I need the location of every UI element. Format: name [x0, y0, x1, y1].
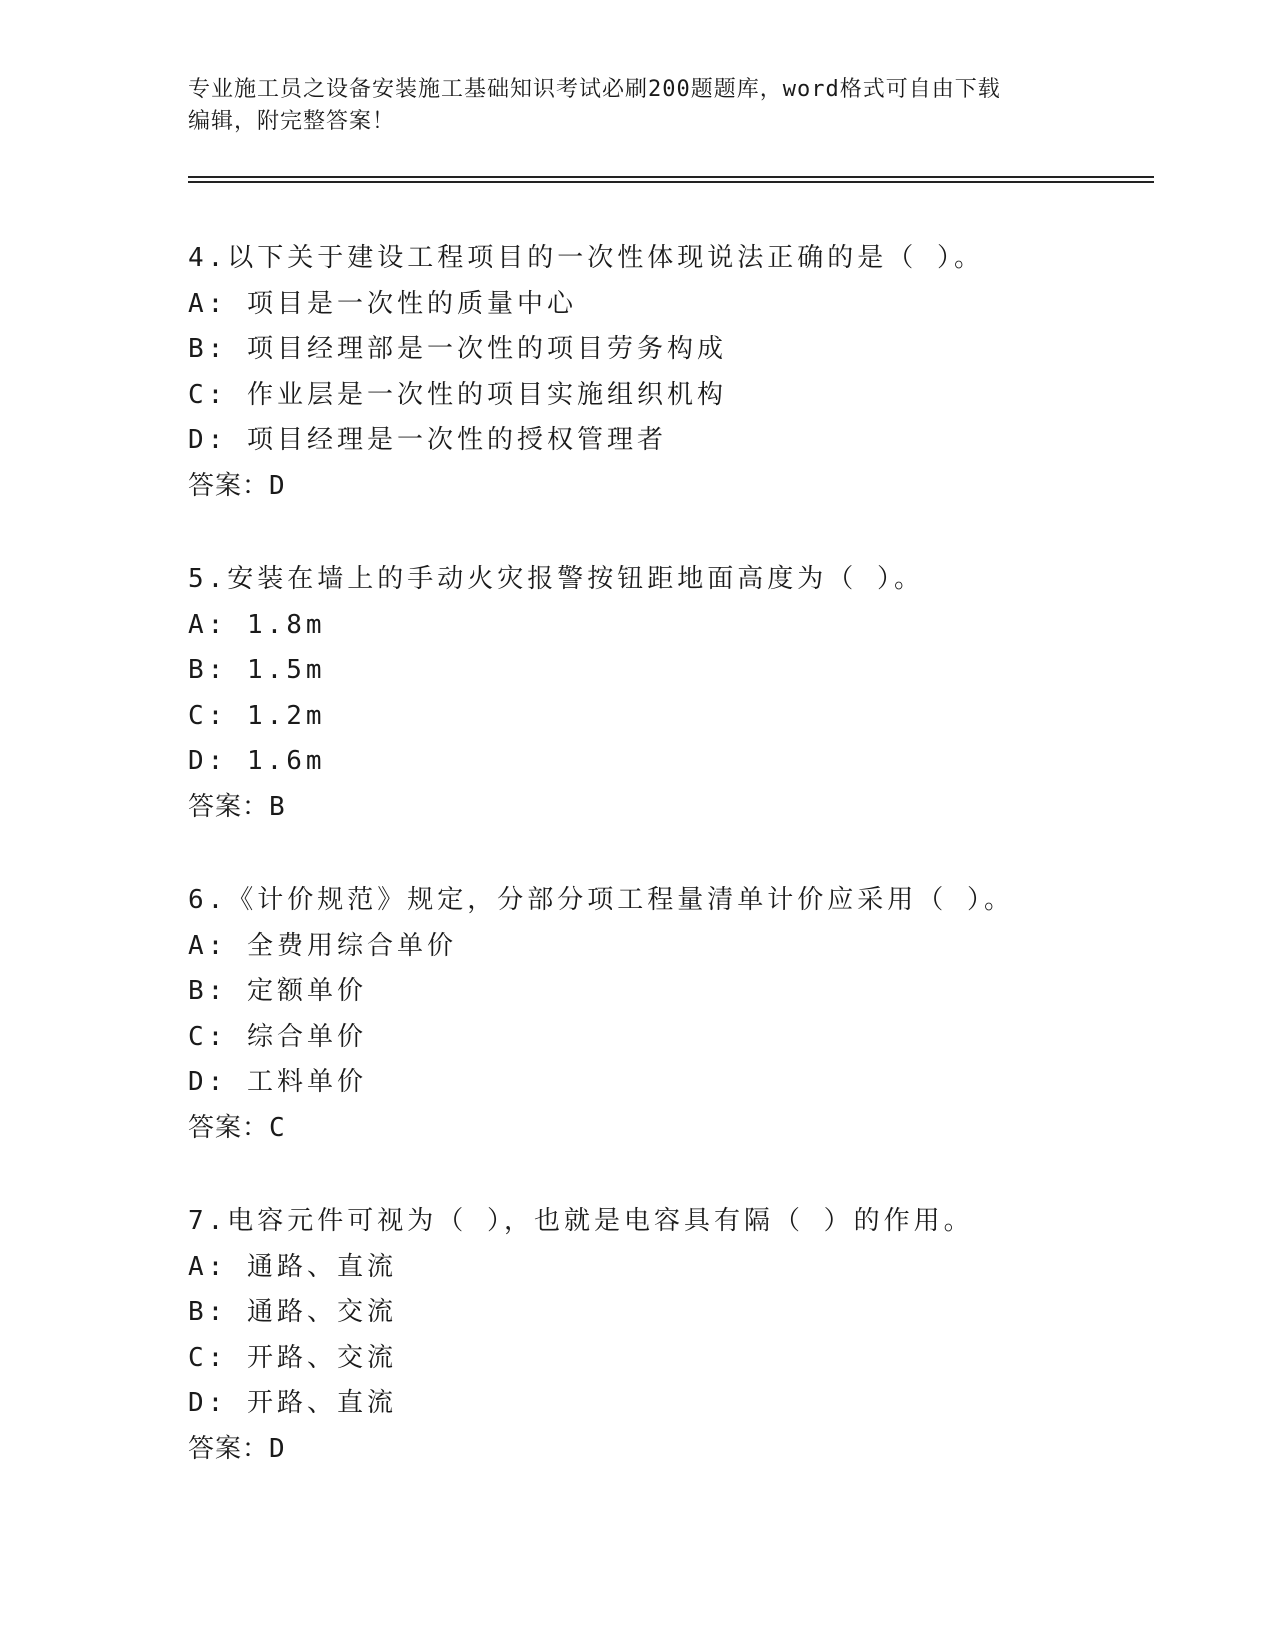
document-header: [188, 74, 1088, 138]
option-a: A: 1.8m: [188, 609, 326, 640]
option-b: B: 项目经理部是一次性的项目劳务构成: [188, 334, 727, 364]
answer: 答案：D: [188, 1433, 286, 1464]
divider-line-bottom: [188, 181, 1154, 183]
question-stem: 6.《计价规范》规定，分部分项工程量清单计价应采用（ ）。: [188, 885, 1014, 915]
option-b: B: 通路、交流: [188, 1297, 397, 1327]
option-c: C: 1.2m: [188, 700, 326, 731]
answer: 答案：C: [188, 1112, 286, 1143]
option-a: A: 全费用综合单价: [188, 930, 457, 961]
question-7: [188, 1199, 1188, 1472]
divider-line-top: [188, 176, 1154, 178]
question-5: [188, 557, 1188, 830]
question-4: [188, 236, 1188, 509]
answer: 答案：B: [188, 791, 286, 822]
question-stem: 7.电容元件可视为（ ），也就是电容具有隔（ ）的作用。: [188, 1206, 974, 1236]
option-d: D: 开路、直流: [188, 1388, 397, 1418]
header-title-line-2: 编辑，附完整答案！: [188, 109, 396, 134]
header-title-line-1: 专业施工员之设备安装施工基础知识考试必刷200题题库，word格式可自由下载: [188, 77, 1001, 102]
option-d: D: 工料单价: [188, 1067, 367, 1097]
header-divider: [188, 176, 1154, 183]
question-stem: 4.以下关于建设工程项目的一次性体现说法正确的是（ ）。: [188, 243, 984, 273]
option-b: B: 定额单价: [188, 976, 367, 1006]
option-c: C: 作业层是一次性的项目实施组织机构: [188, 379, 727, 410]
question-6: [188, 878, 1188, 1151]
option-c: C: 开路、交流: [188, 1342, 397, 1373]
option-a: A: 通路、直流: [188, 1251, 397, 1282]
question-list: [188, 236, 1188, 1520]
option-d: D: 1.6m: [188, 746, 326, 776]
option-a: A: 项目是一次性的质量中心: [188, 288, 577, 319]
option-d: D: 项目经理是一次性的授权管理者: [188, 425, 667, 455]
answer: 答案：D: [188, 470, 286, 501]
option-c: C: 综合单价: [188, 1021, 367, 1052]
question-stem: 5.安装在墙上的手动火灾报警按钮距地面高度为（ ）。: [188, 564, 924, 594]
option-b: B: 1.5m: [188, 655, 326, 685]
